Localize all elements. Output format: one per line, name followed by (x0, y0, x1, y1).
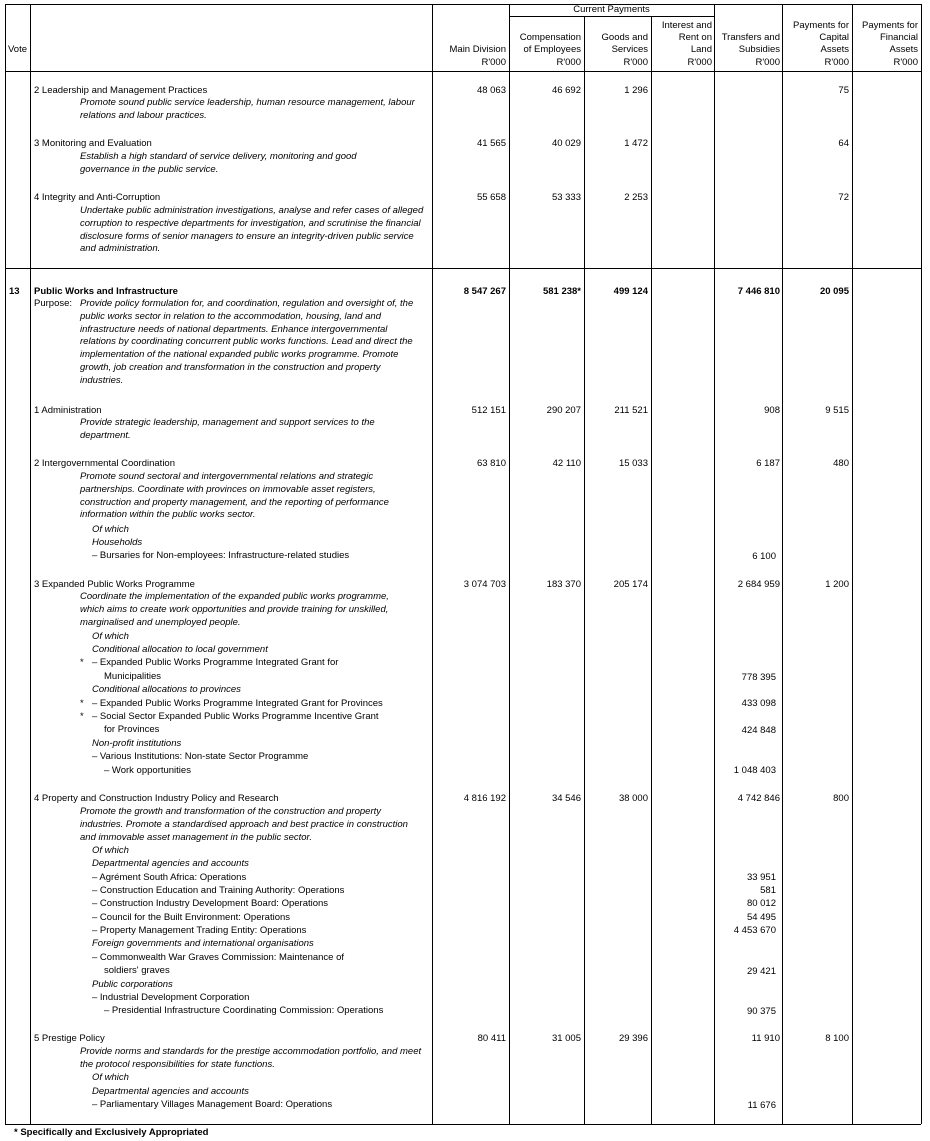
detail-amount: 581 (760, 885, 776, 896)
programme-description: Coordinate the implementation of the expanded public works programme, which aims to create work opportunities and provide training for unskilled, marginalised and unemployed people. (80, 591, 389, 628)
amount-transfers-subsidies: 7 446 810 (737, 286, 780, 297)
unit-label: R'000 (687, 57, 712, 68)
column-header-compensation: Compensation (519, 32, 581, 43)
vote-header: Vote (8, 44, 28, 55)
amount-capital-assets: 800 (833, 793, 849, 804)
unit-label: R'000 (824, 57, 849, 68)
appropriation-marker: * (80, 711, 84, 722)
amount-capital-assets: 75 (838, 85, 849, 96)
detail-amount: 424 848 (741, 725, 776, 736)
detail-amount: 4 453 670 (733, 925, 776, 936)
current-payments-header: Current Payments (573, 4, 650, 15)
amount-main-division: 512 151 (471, 405, 506, 416)
column-header-financial-assets: Financial (879, 32, 918, 43)
unit-label: R'000 (893, 57, 918, 68)
column-header-financial-assets: Payments for (862, 20, 918, 31)
detail-line: – Construction Industry Development Board: Operations (92, 898, 329, 909)
amount-compensation: 34 546 (551, 793, 581, 804)
detail-category: Of which (92, 631, 129, 642)
detail-amount: 778 395 (741, 672, 776, 683)
detail-line: Municipalities (104, 671, 162, 682)
detail-category: Departmental agencies and accounts (92, 1086, 249, 1097)
detail-line: – Parliamentary Villages Management Board: Operations (92, 1099, 333, 1110)
appropriation-marker: * (80, 698, 84, 709)
column-header-interest-rent: Land (690, 44, 712, 55)
amount-compensation: 290 207 (546, 405, 581, 416)
amount-compensation: 183 370 (546, 579, 581, 590)
column-header-interest-rent: Interest and (661, 20, 712, 31)
appropriation-marker: * (80, 657, 84, 668)
column-header-goods-services: Services (611, 44, 648, 55)
column-header-interest-rent: Rent on (678, 32, 712, 43)
detail-amount: 80 012 (746, 898, 776, 909)
amount-goods-services: 211 521 (614, 405, 648, 416)
col-border-right (921, 4, 922, 1124)
column-header-capital-assets: Capital (819, 32, 849, 43)
amount-compensation: 46 692 (551, 85, 581, 96)
amount-capital-assets: 64 (838, 138, 849, 149)
amount-compensation: 40 029 (551, 138, 581, 149)
amount-capital-assets: 9 515 (825, 405, 849, 416)
programme-description: Provide strategic leadership, management and support services to the department. (80, 417, 375, 441)
programme-title: 4 Integrity and Anti-Corruption (34, 192, 161, 203)
column-header-compensation: of Employees (523, 44, 581, 55)
programme-description: Promote sound sectoral and intergovernmental relations and strategic partnerships. Coordinate with provinces on immovable asset registers, construction and property management, and the reporting of performance information within the public works sector. (80, 471, 389, 521)
unit-label: R'000 (623, 57, 648, 68)
col-border-desc (432, 4, 433, 1124)
programme-description: Promote sound public service leadership, human resource management, labour relations and labour practices. (80, 97, 415, 121)
amount-goods-services: 1 296 (624, 85, 648, 96)
programme-title: 1 Administration (34, 405, 102, 416)
vote-title: Public Works and Infrastructure (34, 286, 178, 297)
header-bottom-border (5, 71, 921, 72)
programme-title: 4 Property and Construction Industry Policy and Research (34, 793, 279, 804)
col-border-interest (714, 4, 715, 1124)
programme-title: 2 Intergovernmental Coordination (34, 458, 176, 469)
detail-line: – Agrément South Africa: Operations (92, 872, 247, 883)
amount-main-division: 41 565 (476, 138, 506, 149)
detail-amount: 1 048 403 (733, 765, 776, 776)
vote-number: 13 (9, 286, 20, 297)
detail-line: – Various Institutions: Non-state Sector Programme (92, 751, 309, 762)
detail-line: – Presidential Infrastructure Coordinating Commission: Operations (104, 1005, 384, 1016)
amount-main-division: 8 547 267 (463, 286, 506, 297)
programme-description: Establish a high standard of service delivery, monitoring and good governance in the public service. (80, 151, 357, 175)
unit-label: R'000 (755, 57, 780, 68)
detail-category: Non-profit institutions (92, 738, 182, 749)
detail-line: – Expanded Public Works Programme Integrated Grant for (92, 657, 339, 668)
col-border-goods (651, 16, 652, 1124)
amount-capital-assets: 8 100 (825, 1033, 849, 1044)
amount-capital-assets: 480 (833, 458, 849, 469)
footnote: * Specifically and Exclusively Appropriated (14, 1127, 209, 1138)
amount-compensation: 581 238* (542, 286, 581, 297)
programme-description: Undertake public administration investigations, analyse and refer cases of alleged corruption to respective departments for investigation, and scrutinise the financial disclosure forms of senior managers to ensure an integrity-driven public service and administration. (80, 205, 424, 255)
detail-amount: 29 421 (746, 966, 776, 977)
programme-description: Provide policy formulation for, and coordination, regulation and oversight of, the public works sector in relation to the accommodation, housing, land and infrastructure needs of national departments. Enhance intergovernmental relations by coordinating concurrent public works functions. Lead and direct the implementation of the national expanded public works programme. Promote growth, job creation and transformation in the construction and property industries. (80, 298, 414, 386)
programme-description: Provide norms and standards for the prestige accommodation portfolio, and meet the protocol responsibilities for state functions. (80, 1046, 422, 1070)
detail-category: Of which (92, 845, 129, 856)
column-header-goods-services: Goods and (601, 32, 648, 43)
unit-label: R'000 (556, 57, 581, 68)
amount-capital-assets: 72 (838, 192, 849, 203)
detail-amount: 90 375 (746, 1006, 776, 1017)
detail-category: Public corporations (92, 979, 173, 990)
detail-line: – Council for the Built Environment: Operations (92, 912, 291, 923)
column-header-capital-assets: Assets (820, 44, 849, 55)
programme-description: Promote the growth and transformation of the construction and property industries. Promote a standardised approach and best practice in construction and immovable asset management in the public sector. (80, 806, 408, 843)
amount-main-division: 63 810 (476, 458, 506, 469)
detail-line: for Provinces (104, 724, 160, 735)
detail-category: Conditional allocation to local government (92, 644, 268, 655)
detail-line: soldiers' graves (104, 965, 170, 976)
detail-amount: 6 100 (752, 551, 776, 562)
amount-goods-services: 2 253 (624, 192, 648, 203)
amount-capital-assets: 20 095 (819, 286, 849, 297)
amount-transfers-subsidies: 11 910 (751, 1033, 780, 1044)
detail-amount: 11 676 (747, 1100, 776, 1111)
amount-main-division: 48 063 (476, 85, 506, 96)
amount-transfers-subsidies: 6 187 (756, 458, 780, 469)
amount-goods-services: 15 033 (618, 458, 648, 469)
current-payments-underline (509, 16, 714, 17)
amount-goods-services: 499 124 (613, 286, 648, 297)
detail-category: Conditional allocations to provinces (92, 684, 241, 695)
column-header-financial-assets: Assets (889, 44, 918, 55)
col-border-comp (584, 16, 585, 1124)
detail-category: Foreign governments and international organisations (92, 938, 314, 949)
col-border-main (509, 4, 510, 1124)
amount-compensation: 42 110 (552, 458, 581, 469)
column-header-main-division: Main Division (449, 44, 506, 55)
amount-goods-services: 38 000 (618, 793, 648, 804)
amount-main-division: 4 816 192 (463, 793, 506, 804)
detail-line: – Social Sector Expanded Public Works Programme Incentive Grant (92, 711, 379, 722)
table-bottom-border (5, 1124, 921, 1125)
detail-line: – Bursaries for Non-employees: Infrastructure-related studies (92, 550, 350, 561)
unit-label: R'000 (481, 57, 506, 68)
amount-main-division: 55 658 (476, 192, 506, 203)
detail-line: – Expanded Public Works Programme Integrated Grant for Provinces (92, 698, 383, 709)
detail-line: – Commonwealth War Graves Commission: Maintenance of (92, 952, 345, 963)
col-border-left (5, 4, 6, 1124)
programme-title: 5 Prestige Policy (34, 1033, 105, 1044)
detail-category: Of which (92, 1072, 129, 1083)
purpose-label: Purpose: (34, 298, 73, 309)
detail-amount: 33 951 (746, 872, 776, 883)
amount-main-division: 80 411 (477, 1033, 506, 1044)
detail-line: – Property Management Trading Entity: Operations (92, 925, 307, 936)
table-top-border (5, 4, 921, 5)
detail-line: – Construction Education and Training Authority: Operations (92, 885, 345, 896)
col-border-vote (30, 4, 31, 1124)
detail-line: – Work opportunities (104, 765, 191, 776)
detail-category: Households (92, 537, 143, 548)
amount-transfers-subsidies: 908 (764, 405, 780, 416)
vote-separator (5, 268, 921, 269)
amount-compensation: 53 333 (551, 192, 581, 203)
column-header-transfers-subsidies: Subsidies (738, 44, 780, 55)
amount-goods-services: 1 472 (624, 138, 648, 149)
amount-compensation: 31 005 (551, 1033, 581, 1044)
column-header-transfers-subsidies: Transfers and (721, 32, 780, 43)
detail-amount: 433 098 (741, 698, 776, 709)
amount-transfers-subsidies: 4 742 846 (737, 793, 780, 804)
amount-transfers-subsidies: 2 684 959 (737, 579, 780, 590)
programme-title: 3 Monitoring and Evaluation (34, 138, 152, 149)
amount-goods-services: 29 396 (618, 1033, 648, 1044)
programme-title: 2 Leadership and Management Practices (34, 85, 208, 96)
detail-category: Of which (92, 524, 129, 535)
column-header-capital-assets: Payments for (793, 20, 849, 31)
detail-category: Departmental agencies and accounts (92, 858, 249, 869)
amount-main-division: 3 074 703 (463, 579, 506, 590)
programme-title: 3 Expanded Public Works Programme (34, 579, 195, 590)
col-border-transfers (782, 4, 783, 1124)
amount-goods-services: 205 174 (613, 579, 648, 590)
col-border-capital (852, 4, 853, 1124)
detail-amount: 54 495 (746, 912, 776, 923)
detail-line: – Industrial Development Corporation (92, 992, 250, 1003)
amount-capital-assets: 1 200 (825, 579, 849, 590)
